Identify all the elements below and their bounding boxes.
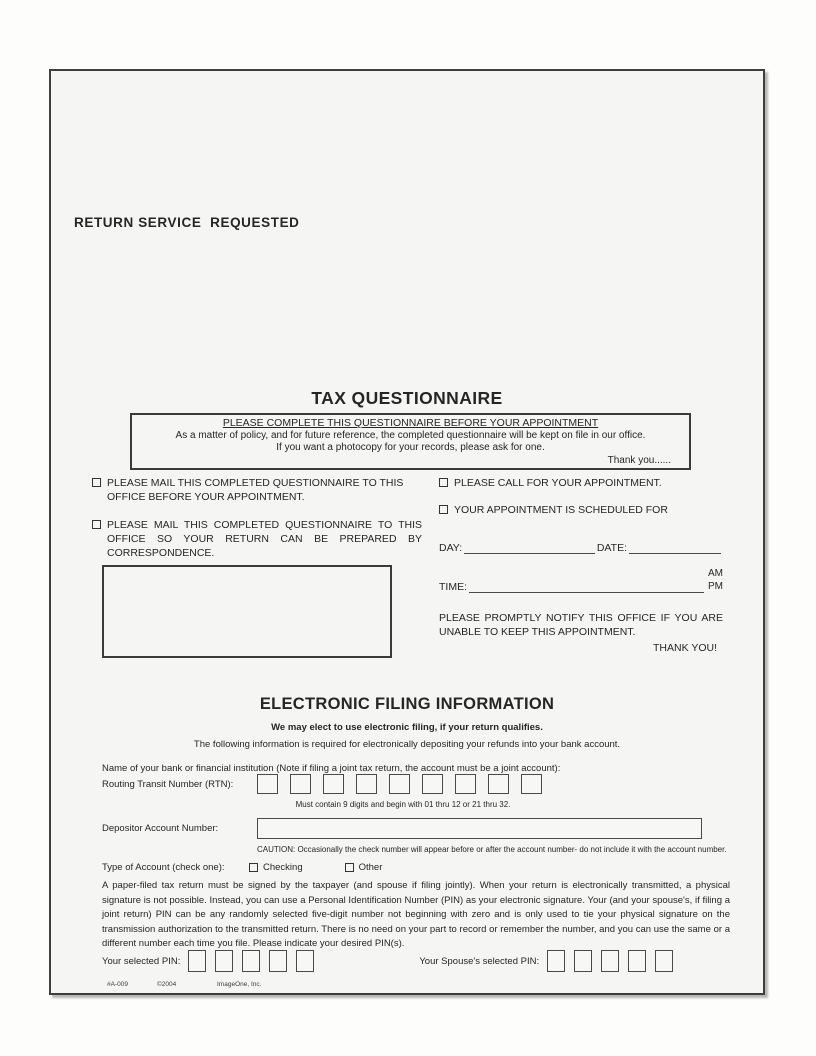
pin-box[interactable] <box>296 950 314 972</box>
company-name: ImageOne, Inc. <box>217 981 262 988</box>
pin-box[interactable] <box>242 950 260 972</box>
appointment-options-right <box>439 477 723 654</box>
caution-note: CAUTION: Occasionally the check number will appear before or after the account number- do not include it with the account number. <box>257 845 727 854</box>
scheduled-checkbox[interactable] <box>439 505 448 514</box>
appointment-options-left <box>92 477 422 560</box>
time-label: TIME: <box>439 581 467 594</box>
option-mail-before[interactable] <box>92 477 422 504</box>
other-label: Other <box>358 862 383 873</box>
scheduled-label: YOUR APPOINTMENT IS SCHEDULED FOR <box>454 503 668 516</box>
spouse-pin-label: Your Spouse's selected PIN: <box>419 955 540 967</box>
rtn-digit-box[interactable] <box>521 774 542 794</box>
page-title: TAX QUESTIONNAIRE <box>311 388 503 408</box>
rtn-digit-box[interactable] <box>422 774 443 794</box>
efi-subtitle1: We may elect to use electronic filing, if your return qualifies. <box>271 722 543 733</box>
pin-paragraph: A paper-filed tax return must be signed by the taxpayer (and spouse if filing jointly). When your return is electronically transmitted, a physical signature is not possible. Instead, you can use a Personal Identification Number (PIN) as your electronic signature. Your (and your spouse's, if filing a joint return) PIN can be any randomly selected five-digit number not beginning with zero and is only used to tie your physical signature on the transmission authorization to the transmitted return. There is no need on your part to record or remember the number, and you can use the same or a different number each time you file. Please indicate your desired PIN(s). <box>102 880 730 950</box>
rtn-label: Routing Transit Number (RTN): <box>102 778 234 790</box>
pin-boxes <box>188 950 314 972</box>
notice-heading: PLEASE COMPLETE THIS QUESTIONNAIRE BEFORE YOUR APPOINTMENT <box>222 417 599 429</box>
checking-checkbox[interactable] <box>249 863 258 872</box>
notify-text: PLEASE PROMPTLY NOTIFY THIS OFFICE IF YOU ARE UNABLE TO KEEP THIS APPOINTMENT. <box>439 612 723 639</box>
copyright: ©2004 <box>157 981 177 988</box>
am-pm-labels <box>706 567 723 593</box>
call-label: PLEASE CALL FOR YOUR APPOINTMENT. <box>454 477 662 489</box>
other-checkbox[interactable] <box>345 863 354 872</box>
spouse-pin-box[interactable] <box>574 950 592 972</box>
option-call[interactable] <box>439 477 723 491</box>
notice-thanks: Thank you...... <box>607 454 671 466</box>
bank-name-label: Name of your bank or financial institution (Note if filing a joint tax return, the account must be a joint account): <box>102 763 561 774</box>
pin-box[interactable] <box>269 950 287 972</box>
rtn-digit-box[interactable] <box>389 774 410 794</box>
account-type-label: Type of Account (check one): <box>102 862 225 873</box>
spouse-pin-box[interactable] <box>601 950 619 972</box>
rtn-digit-box[interactable] <box>290 774 311 794</box>
option-mail-correspondence[interactable] <box>92 519 422 560</box>
account-number-row <box>102 818 702 839</box>
day-label: DAY: <box>439 542 463 555</box>
return-service-text: RETURN SERVICE REQUESTED <box>74 215 300 230</box>
spouse-pin-box[interactable] <box>628 950 646 972</box>
pin-box[interactable] <box>215 950 233 972</box>
mail-before-label: PLEASE MAIL THIS COMPLETED QUESTIONNAIRE TO THIS OFFICE BEFORE YOUR APPOINTMENT. <box>107 477 404 503</box>
option-scheduled[interactable] <box>439 504 723 518</box>
form-number: #A-009 <box>107 981 128 988</box>
account-number-label: Depositor Account Number: <box>102 823 219 834</box>
notice-line1: As a matter of policy, and for future reference, the completed questionnaire will be kept on file in our office. <box>175 430 646 442</box>
rtn-digit-box[interactable] <box>257 774 278 794</box>
account-number-input[interactable] <box>257 818 702 839</box>
date-label: DATE: <box>596 542 627 555</box>
time-row <box>439 567 723 593</box>
address-note-box <box>102 565 392 658</box>
time-input-line[interactable] <box>469 581 704 593</box>
mail-correspondence-checkbox[interactable] <box>92 520 101 529</box>
rtn-note: Must contain 9 digits and begin with 01 thru 12 or 21 thru 32. <box>295 800 511 809</box>
checking-label: Checking <box>263 862 303 873</box>
thank-you-text: THANK YOU! <box>653 641 717 654</box>
option-checking[interactable] <box>249 862 303 873</box>
mail-correspondence-label: PLEASE MAIL THIS COMPLETED QUESTIONNAIRE TO THIS OFFICE SO YOUR RETURN CAN BE PREPARED BY CORRESPONDENCE. <box>107 519 422 559</box>
mail-before-checkbox[interactable] <box>92 478 101 487</box>
date-input-line[interactable] <box>629 542 721 554</box>
efi-title: ELECTRONIC FILING INFORMATION <box>259 695 555 713</box>
spouse-pin-box[interactable] <box>547 950 565 972</box>
rtn-digit-boxes <box>257 774 542 794</box>
spouse-pin-box[interactable] <box>655 950 673 972</box>
notice-line2: If you want a photocopy for your records, please ask for one. <box>276 442 545 454</box>
day-date-row <box>439 542 723 554</box>
rtn-digit-box[interactable] <box>488 774 509 794</box>
rtn-digit-box[interactable] <box>455 774 476 794</box>
option-other[interactable] <box>345 862 383 873</box>
pin-label: Your selected PIN: <box>102 955 181 967</box>
rtn-digit-box[interactable] <box>356 774 377 794</box>
pin-box[interactable] <box>188 950 206 972</box>
form-footer <box>107 981 261 988</box>
pin-row <box>102 950 673 972</box>
am-label: AM <box>708 568 723 580</box>
call-checkbox[interactable] <box>439 478 448 487</box>
spouse-pin-boxes <box>547 950 673 972</box>
account-type-row <box>102 862 424 873</box>
rtn-row <box>102 774 542 794</box>
notice-box <box>130 413 691 470</box>
day-input-line[interactable] <box>464 542 595 554</box>
efi-subtitle2: The following information is required for electronically depositing your refunds into your bank account. <box>193 739 621 750</box>
pm-label: PM <box>708 581 723 593</box>
tax-questionnaire-page <box>49 69 765 995</box>
rtn-digit-box[interactable] <box>323 774 344 794</box>
